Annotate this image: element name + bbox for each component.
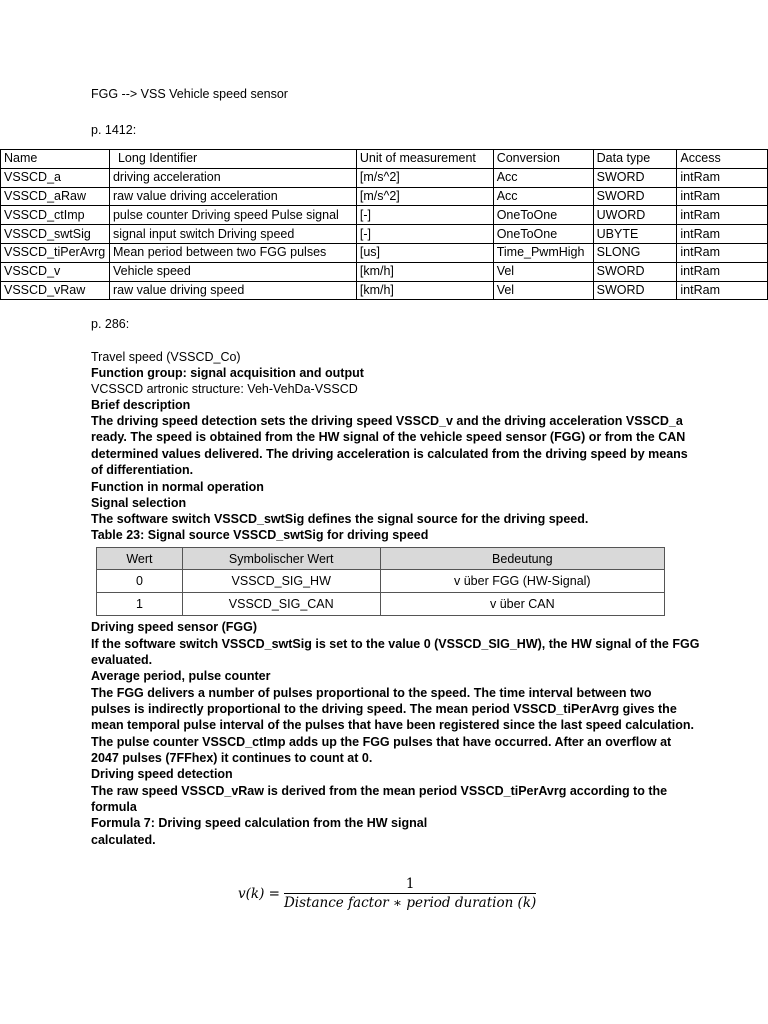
table-header-row xyxy=(97,548,665,570)
cell-access: intRam xyxy=(677,187,768,206)
paragraph-line: ready. The speed is obtained from the HW signal of the vehicle speed sensor (FGG) or from the CAN xyxy=(91,430,686,444)
paragraph-line: mean temporal pulse interval of the pulses that have been registered since the last speed calculation. xyxy=(91,718,694,732)
cell-long-identifier: raw value driving acceleration xyxy=(109,187,356,206)
cell-conversion: OneToOne xyxy=(493,206,593,225)
cell-meaning: v über FGG (HW-Signal) xyxy=(380,570,664,593)
header-bedeutung: Bedeutung xyxy=(380,548,664,570)
header-data-type: Data type xyxy=(593,150,677,169)
paragraph-line: VCSSCD artronic structure: Veh-VehDa-VSSCD xyxy=(91,382,358,396)
cell-conversion: Vel xyxy=(493,262,593,281)
heading: Signal selection xyxy=(91,496,187,510)
paragraph-line: If the software switch VSSCD_swtSig is set to the value 0 (VSSCD_SIG_HW), the HW signal of the FGG xyxy=(91,637,700,651)
paragraph-line: The FGG delivers a number of pulses proportional to the speed. The time interval between two xyxy=(91,686,652,700)
formula-denominator: Distance factor ∗ period duration (k) xyxy=(283,895,537,911)
table-row xyxy=(1,168,768,187)
cell-data-type: SLONG xyxy=(593,243,677,262)
cell-unit: [-] xyxy=(356,206,493,225)
cell-conversion: OneToOne xyxy=(493,225,593,244)
cell-conversion: Acc xyxy=(493,168,593,187)
cell-access: intRam xyxy=(677,168,768,187)
section-title: FGG --> VSS Vehicle speed sensor xyxy=(91,87,288,101)
cell-conversion: Time_PwmHigh xyxy=(493,243,593,262)
cell-meaning: v über CAN xyxy=(380,593,664,616)
cell-symbol: VSSCD_SIG_CAN xyxy=(182,593,380,616)
paragraph-line: The software switch VSSCD_swtSig defines the signal source for the driving speed. xyxy=(91,512,589,526)
cell-long-identifier: raw value driving speed xyxy=(109,281,356,300)
paragraph-line: formula xyxy=(91,800,137,814)
table-caption: Table 23: Signal source VSSCD_swtSig for driving speed xyxy=(91,528,429,542)
cell-name: VSSCD_a xyxy=(1,168,110,187)
cell-name: VSSCD_swtSig xyxy=(1,225,110,244)
signal-source-table xyxy=(96,547,665,616)
table-header-row xyxy=(1,150,768,169)
formula-fraction xyxy=(284,876,536,911)
cell-long-identifier: Mean period between two FGG pulses xyxy=(109,243,356,262)
table-row xyxy=(1,206,768,225)
formula-numerator: 1 xyxy=(405,876,415,892)
header-unit: Unit of measurement xyxy=(356,150,493,169)
paragraph-line: calculated. xyxy=(91,833,156,847)
heading: Function in normal operation xyxy=(91,480,264,494)
cell-unit: [-] xyxy=(356,225,493,244)
heading: Brief description xyxy=(91,398,191,412)
cell-unit: [km/h] xyxy=(356,281,493,300)
cell-data-type: SWORD xyxy=(593,262,677,281)
cell-symbol: VSSCD_SIG_HW xyxy=(182,570,380,593)
table-row xyxy=(1,243,768,262)
cell-long-identifier: Vehicle speed xyxy=(109,262,356,281)
cell-access: intRam xyxy=(677,281,768,300)
paragraph-line: pulses is indirectly proportional to the driving speed. The mean period VSSCD_tiPerAvrg gives the xyxy=(91,702,677,716)
cell-name: VSSCD_v xyxy=(1,262,110,281)
cell-conversion: Acc xyxy=(493,187,593,206)
cell-long-identifier: signal input switch Driving speed xyxy=(109,225,356,244)
cell-access: intRam xyxy=(677,225,768,244)
heading: Average period, pulse counter xyxy=(91,669,271,683)
header-name: Name xyxy=(1,150,110,169)
page-reference: p. 286: xyxy=(91,317,130,331)
table-row xyxy=(1,225,768,244)
cell-conversion: Vel xyxy=(493,281,593,300)
table-row xyxy=(97,593,665,616)
speed-formula xyxy=(238,876,536,911)
table-row xyxy=(1,281,768,300)
cell-name: VSSCD_aRaw xyxy=(1,187,110,206)
paragraph-line: of differentiation. xyxy=(91,463,194,477)
cell-access: intRam xyxy=(677,243,768,262)
formula-lhs: v(k) = xyxy=(238,885,280,902)
cell-data-type: SWORD xyxy=(593,168,677,187)
header-long-identifier: Long Identifier xyxy=(109,150,356,169)
paragraph-line: 2047 pulses (7FFhex) it continues to count at 0. xyxy=(91,751,373,765)
paragraph-line: The pulse counter VSSCD_ctImp adds up the FGG pulses that have occurred. After an overflow at xyxy=(91,735,672,749)
cell-unit: [us] xyxy=(356,243,493,262)
paragraph-line: evaluated. xyxy=(91,653,153,667)
cell-data-type: SWORD xyxy=(593,281,677,300)
cell-long-identifier: pulse counter Driving speed Pulse signal xyxy=(109,206,356,225)
cell-name: VSSCD_vRaw xyxy=(1,281,110,300)
cell-long-identifier: driving acceleration xyxy=(109,168,356,187)
paragraph-line: determined values delivered. The driving acceleration is calculated from the driving speed by means xyxy=(91,447,688,461)
cell-data-type: UWORD xyxy=(593,206,677,225)
cell-unit: [m/s^2] xyxy=(356,187,493,206)
table-row xyxy=(1,187,768,206)
cell-wert: 1 xyxy=(97,593,183,616)
table-row xyxy=(1,262,768,281)
cell-wert: 0 xyxy=(97,570,183,593)
paragraph-line: Formula 7: Driving speed calculation from the HW signal xyxy=(91,816,428,830)
cell-unit: [m/s^2] xyxy=(356,168,493,187)
paragraph-line: The raw speed VSSCD_vRaw is derived from the mean period VSSCD_tiPerAvrg according to the xyxy=(91,784,668,798)
paragraph-line: Function group: signal acquisition and output xyxy=(91,366,364,380)
page-reference: p. 1412: xyxy=(91,123,137,137)
header-access: Access xyxy=(677,150,768,169)
cell-name: VSSCD_ctImp xyxy=(1,206,110,225)
table-row xyxy=(97,570,665,593)
header-conversion: Conversion xyxy=(493,150,593,169)
cell-access: intRam xyxy=(677,262,768,281)
cell-name: VSSCD_tiPerAvrg xyxy=(1,243,110,262)
paragraph-line: The driving speed detection sets the driving speed VSSCD_v and the driving acceleration VSSCD_a xyxy=(91,414,683,428)
header-symbolischer-wert: Symbolischer Wert xyxy=(182,548,380,570)
heading: Driving speed detection xyxy=(91,767,233,781)
cell-data-type: SWORD xyxy=(593,187,677,206)
cell-data-type: UBYTE xyxy=(593,225,677,244)
header-wert: Wert xyxy=(97,548,183,570)
cell-access: intRam xyxy=(677,206,768,225)
paragraph-line: Travel speed (VSSCD_Co) xyxy=(91,350,241,364)
cell-unit: [km/h] xyxy=(356,262,493,281)
parameter-table xyxy=(0,149,768,300)
heading: Driving speed sensor (FGG) xyxy=(91,620,258,634)
